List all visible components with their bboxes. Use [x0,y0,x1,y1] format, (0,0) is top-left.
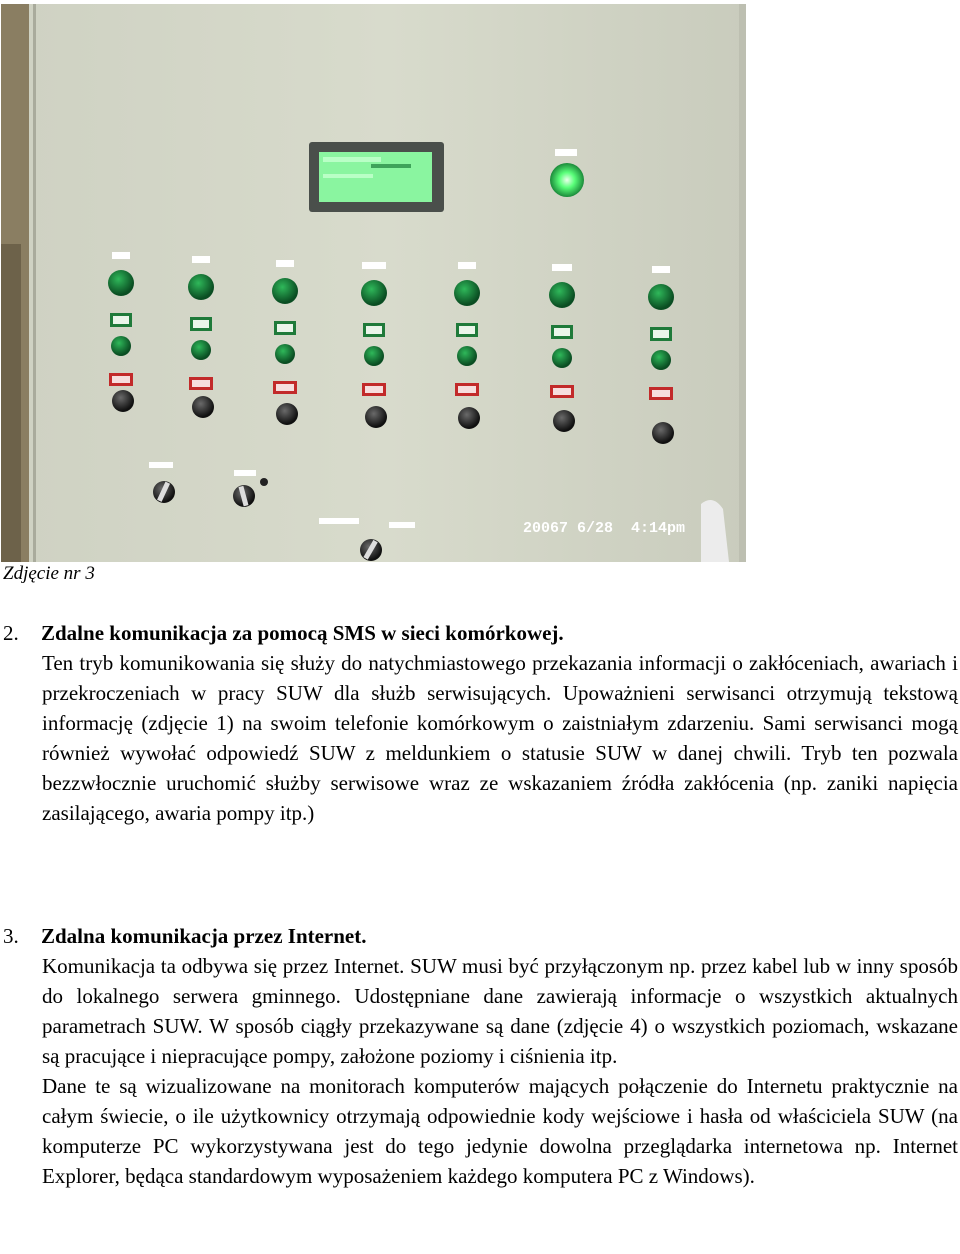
section-internet [3,921,958,1191]
paragraph: Ten tryb komunikowania się służy do natychmiastowego przekazania informacji o zakłóceniach, awariach i przekroczeniach w pracy SUW dla służb serwisujących. Upoważnieni serwisanci otrzymują tekstową informację (zdjęcie 1) na swoim telefonie komórkowym o zaistniałym zdarzeniu. Sami serwisanci mogą również wywołać odpowiedź SUW z meldunkiem o statusie SUW w danej chwili. Tryb ten pozwala bezzwłocznie uruchomić służby serwisowe wraz ze wskazaniem źródła zakłócenia (np. zaniki napięcia zasilającego, awaria pompy itp.) [42,651,958,825]
status-lamp [550,163,584,197]
section-number: 3. [3,924,19,948]
section-sms [3,618,958,828]
paragraph: Komunikacja ta odbywa się przez Internet. SUW musi być przyłączonym np. przez kabel lub w inny sposób do lokalnego serwera gminnego. Udostępniane dane zawierają informacje o wszystkich aktualnych parametrach SUW. W sposób ciągły przekazywane są dane (zdjęcie 4) o wszystkich poziomach, wskazane są pracujące i niepracujące pompy, założone poziomy i ciśnienia itp. [42,954,958,1068]
paragraph: Dane te są wizualizowane na monitorach komputerów mających połączenie do Internetu praktycznie na całym świecie, o ile użytkownicy otrzymają odpowiednie kody wejściowe i hasła od właściciela SUW (na komputerze PC wykorzystywana jest do tego jedynie dowolna przeglądarka internetowa np. Internet Explorer, będąca standardowym wyposażeniem każdego komputera PC z Windows). [42,1074,958,1188]
photo-timestamp: 20067 6/28 4:14pm [523,520,686,537]
section-number: 2. [3,621,19,645]
section-title: Zdalne komunikacja za pomocą SMS w sieci komórkowej. [41,621,564,645]
section-heading [3,618,958,648]
section-title: Zdalna komunikacja przez Internet. [41,924,367,948]
photo-caption: Zdjęcie nr 3 [3,563,95,584]
section-heading [3,921,958,951]
control-panel-photo [1,4,746,562]
